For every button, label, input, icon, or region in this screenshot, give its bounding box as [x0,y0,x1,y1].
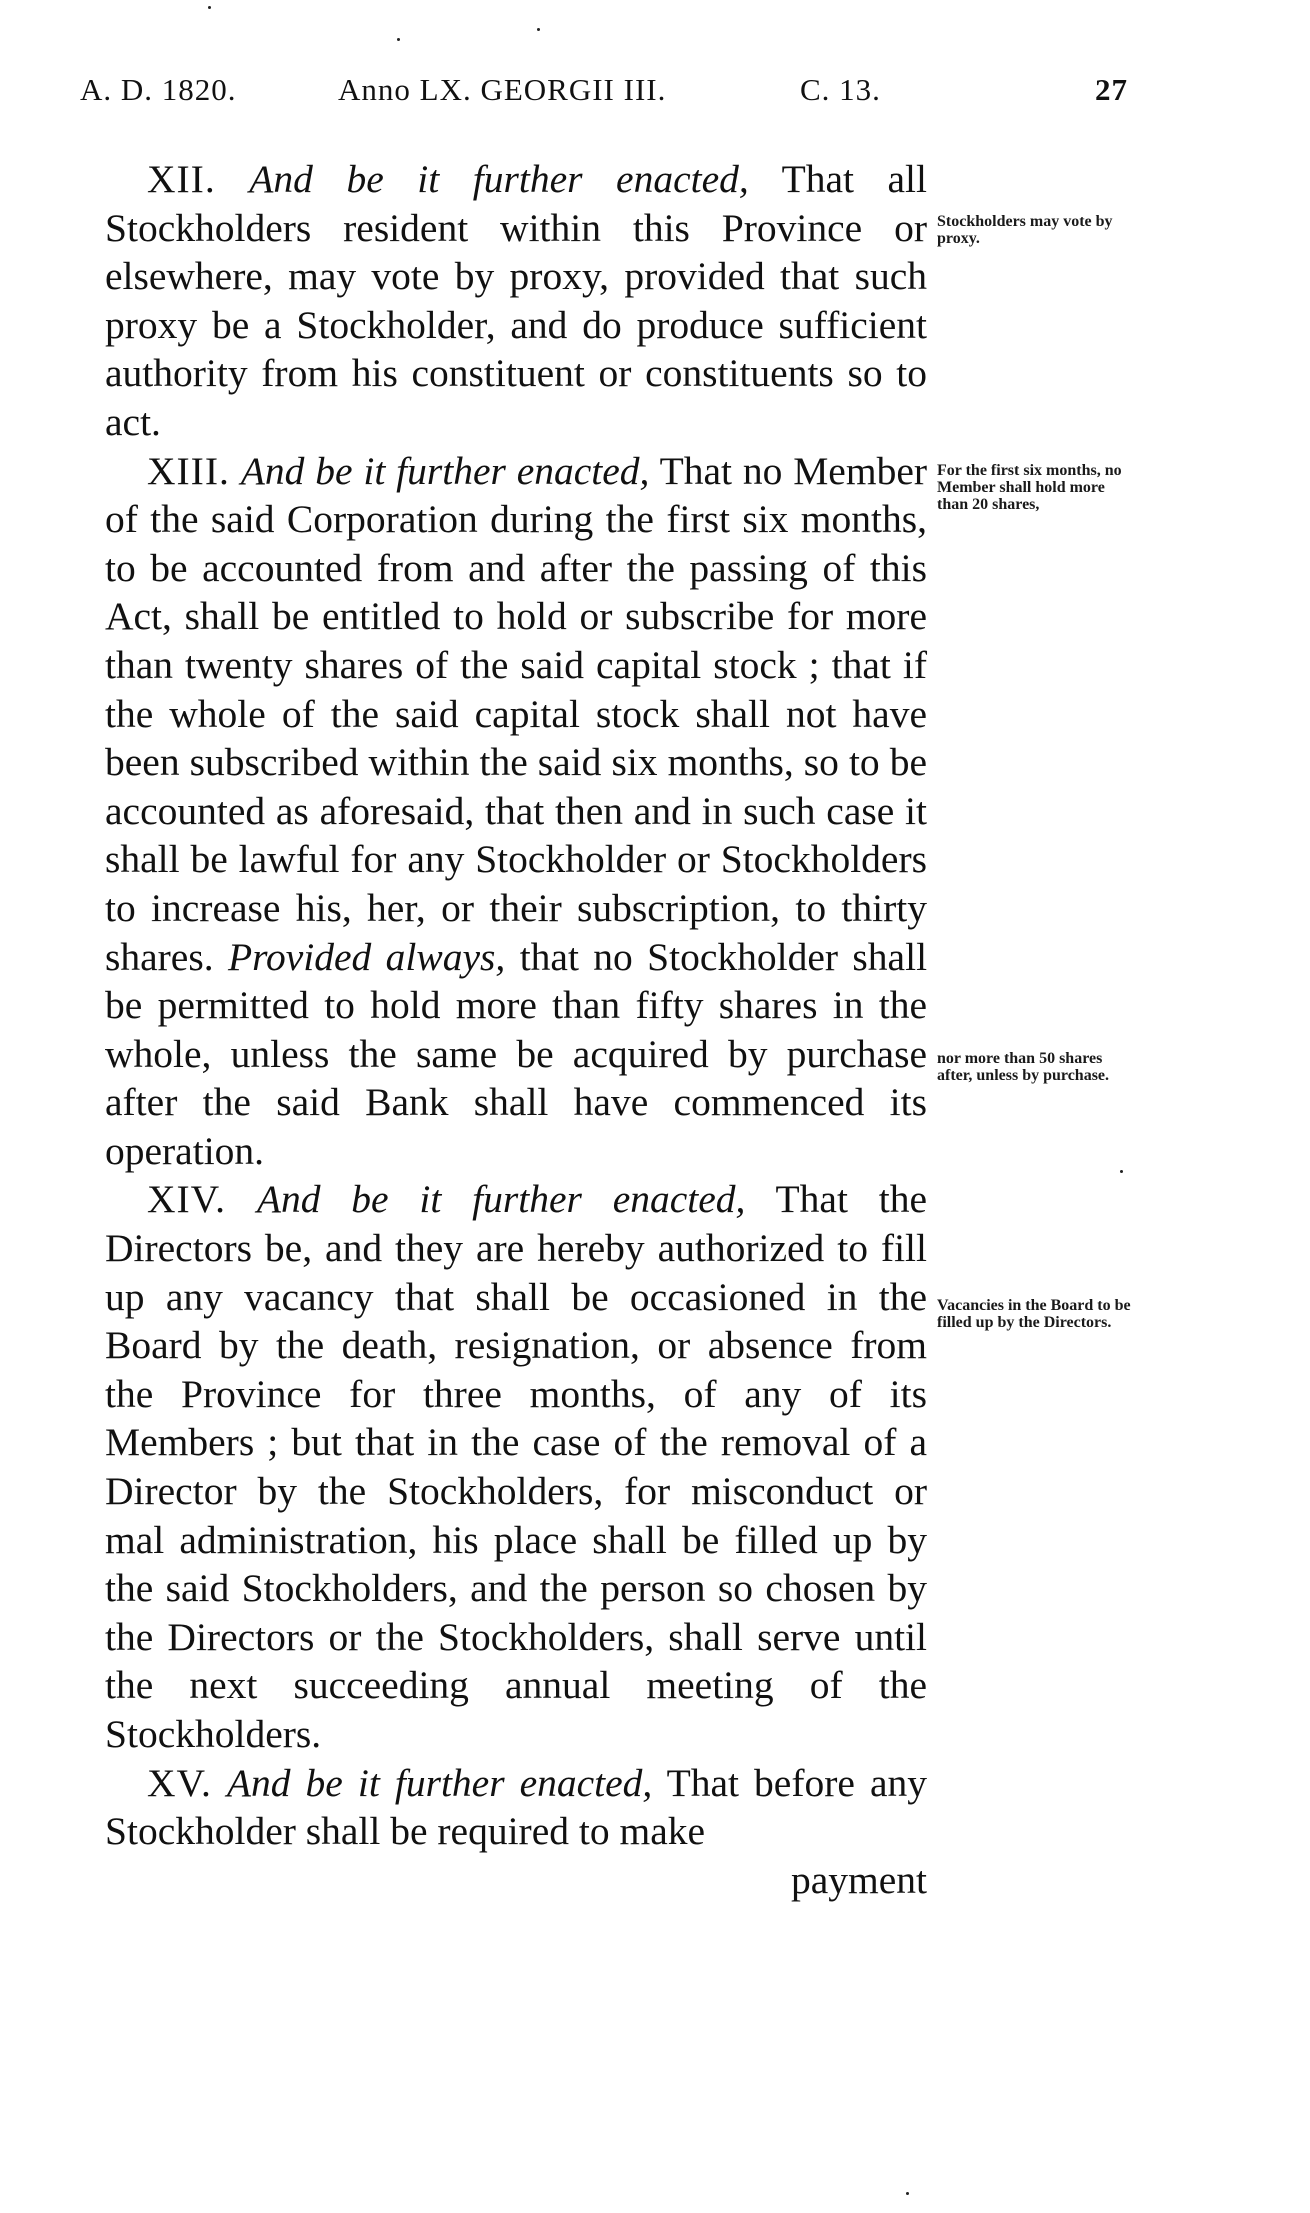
scan-speck [906,2192,909,2195]
proviso-text: that no Stockholder shall be permitted to hold more than fifty shares in the whole, unless the same be acquired by purchase after the said Bank shall have commenced its operation. [105,934,928,1173]
proviso-lead: Provided always, [227,934,506,979]
margin-note-purchase: nor more than 50 shares after, unless by purchase. [937,1050,1110,1084]
enacting-clause: And be it further enacted, [240,448,650,493]
margin-note-proxy: Stockholders may vote by proxy. [937,213,1113,247]
section-number: XV. [147,1760,212,1805]
margin-note-vacancies: Vacancies in the Board to be filled up by the Directors. [937,1297,1131,1331]
section-xiii [105,447,927,1176]
section-text: That the Directors be, and they are hereby authorized to fill up any vacancy that shall be occasioned in the Board by the death, resignation, or absence from the Province for three months, of any of its Members ; but that in the case of the removal of a Director by the Stockholders, for misconduct or mal administration, his place shall be filled up by the said Stockholders, and the person so chosen by the Directors or the Stockholders, shall serve until the next succeeding annual meeting of the Stockholders. [105,1177,927,1756]
header-year: A. D. 1820. [80,72,237,107]
section-xii [105,155,927,447]
enacting-clause: And be it further enacted, [226,1760,653,1805]
section-xv [105,1759,927,1856]
section-xiv [105,1175,927,1758]
enacting-clause: And be it further enacted, [249,157,749,201]
scan-speck [208,6,211,9]
catchword: payment [790,1857,927,1902]
section-number: XIII. [147,448,230,493]
margin-note-share-limit: For the first six months, no Member shall hold more than 20 shares, [937,462,1122,513]
scan-speck [397,38,400,41]
header-chapter: C. 13. [800,72,881,107]
section-text: That before any Stockholder shall be required to make [105,1760,927,1854]
scan-speck [537,28,540,31]
running-head [80,72,1130,116]
scan-speck [1120,1170,1123,1173]
section-text: That no Member of the said Corporation during the first six months, to be accounted from and after the passing of this Act, shall be entitled to hold or subscribe for more than twenty shares of the said capital stock ; that if the whole of the said capital stock shall not have been subscribed within the said six months, so to be accounted as aforesaid, that then and in such case it shall be lawful for any Stockholder or Stockholders to increase his, her, or their subscription, to thirty shares. [105,448,928,979]
section-number: XIV. [147,1177,226,1222]
page-number: 27 [1095,72,1128,107]
header-title: Anno LX. GEORGII III. [338,72,667,107]
enacting-clause: And be it further enacted, [256,1177,746,1222]
section-number: XII. [147,157,216,201]
body-text [105,155,927,1904]
section-text: That all Stockholders resident within this Province or elsewhere, may vote by proxy, provided that such proxy be a Stockholder, and do produce sufficient authority from his constituent or constituents so to act. [105,157,927,444]
